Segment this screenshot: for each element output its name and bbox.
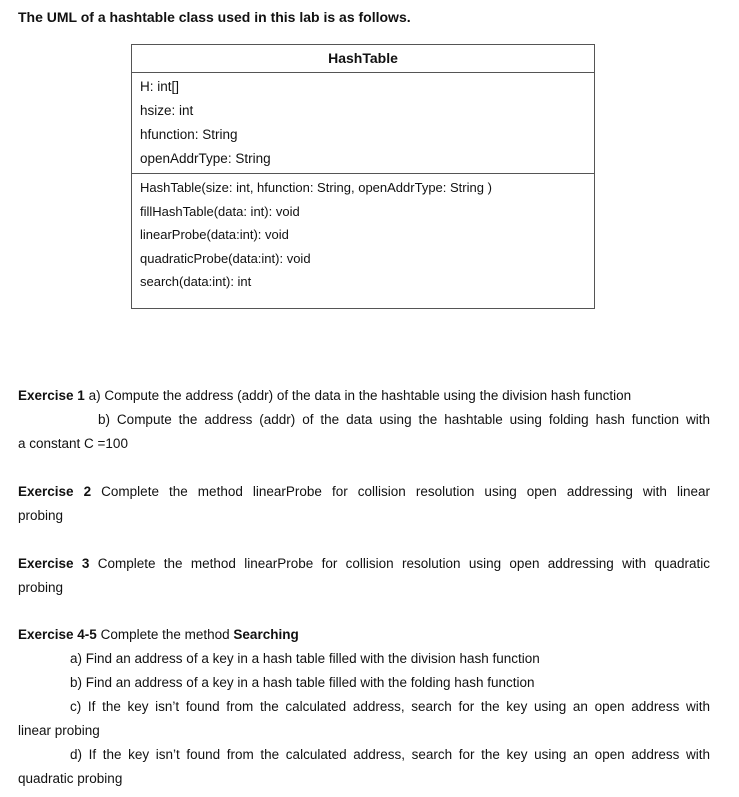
exercise-3-line-2: probing xyxy=(18,580,64,595)
exercise-1 xyxy=(18,384,710,456)
intro-heading: The UML of a hashtable class used in this lab is as follows. xyxy=(18,9,411,25)
uml-method: search(data:int): int xyxy=(140,274,252,289)
exercise-4-5-item-b: b) Find an address of a key in a hash table filled with the folding hash function xyxy=(70,675,535,690)
exercise-2 xyxy=(18,480,710,528)
exercise-3-text: Complete the method linearProbe for collision resolution using open addressing with quadratic xyxy=(97,556,710,571)
uml-method: quadraticProbe(data:int): void xyxy=(140,250,311,266)
exercise-4-5-bold-word: Searching xyxy=(233,627,299,642)
exercise-2-line-2: probing xyxy=(18,508,64,523)
exercise-1-line-a xyxy=(18,384,710,408)
exercise-1-part-b-continued: a constant C =100 xyxy=(18,436,128,451)
exercise-1-part-b: b) Compute the address (addr) of the data using the hashtable using folding hash function with xyxy=(98,412,710,427)
exercise-3 xyxy=(18,552,710,600)
exercise-4-5-header xyxy=(18,623,710,647)
uml-method: HashTable(size: int, hfunction: String, openAddrType: String ) xyxy=(140,180,492,195)
uml-class-box xyxy=(131,44,595,309)
exercise-2-label: Exercise 2 xyxy=(18,484,92,499)
exercise-2-text: Complete the method linearProbe for collision resolution using open addressing with linear xyxy=(101,484,710,499)
uml-class-name: HashTable xyxy=(132,45,594,73)
exercise-3-label: Exercise 3 xyxy=(18,556,90,571)
exercise-2-line-1 xyxy=(18,480,710,504)
uml-method: fillHashTable(data: int): void xyxy=(140,203,300,219)
exercise-4-5-item-c: c) If the key isn’t found from the calculated address, search for the key using an open address with xyxy=(70,699,710,714)
uml-attribute: openAddrType: String xyxy=(140,151,271,166)
uml-attribute: H: int[] xyxy=(140,79,180,94)
exercise-4-5-item-c-continued: linear probing xyxy=(18,723,100,738)
exercise-1-label: Exercise 1 xyxy=(18,388,85,403)
exercise-4-5-item-d: d) If the key isn’t found from the calculated address, search for the key using an open address with xyxy=(70,747,710,762)
uml-attribute: hfunction: String xyxy=(140,127,238,142)
exercise-4-5-text: Complete the method xyxy=(100,627,230,642)
exercise-4-5-item-a: a) Find an address of a key in a hash table filled with the division hash function xyxy=(70,651,540,666)
exercise-1-part-a: a) Compute the address (addr) of the data in the hashtable using the division hash function xyxy=(88,388,632,403)
uml-attributes xyxy=(132,73,594,174)
exercise-3-line-1 xyxy=(18,552,710,576)
uml-method: linearProbe(data:int): void xyxy=(140,227,289,242)
exercise-4-5 xyxy=(18,623,710,791)
exercise-4-5-item-d-continued: quadratic probing xyxy=(18,771,123,786)
uml-attribute: hsize: int xyxy=(140,103,194,118)
exercise-4-5-label: Exercise 4-5 xyxy=(18,627,97,642)
uml-methods xyxy=(132,174,594,294)
